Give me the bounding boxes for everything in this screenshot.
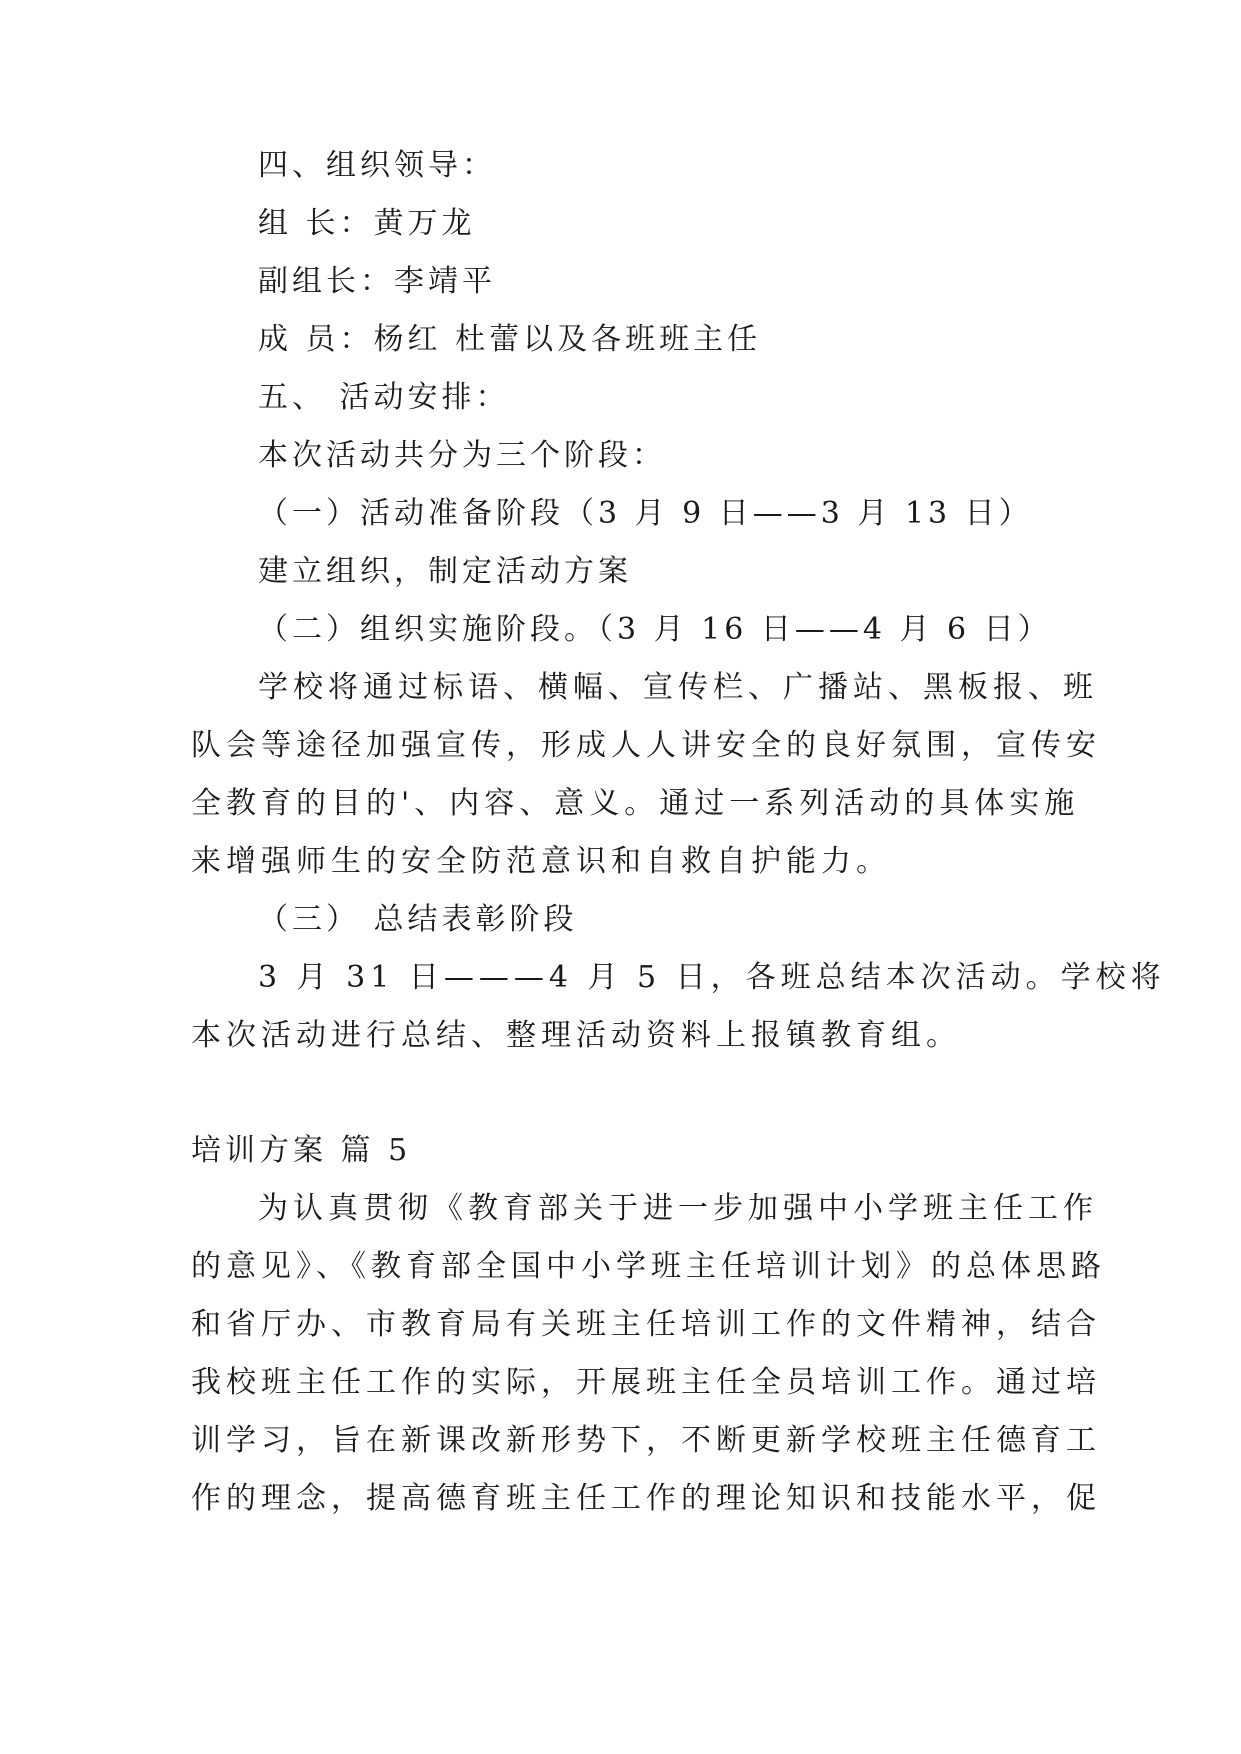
members-line: 成 员：杨红 杜蕾以及各班班主任 xyxy=(258,322,762,357)
paragraph-line: 训学习，旨在新课改新形势下，不断更新学校班主任德育工 xyxy=(191,1423,1101,1458)
paragraph-line: 3 月 31 日———4 月 5 日，各班总结本次活动。学校将 xyxy=(258,960,1166,995)
paragraph-line: 队会等途径加强宣传，形成人人讲安全的良好氛围，宣传安 xyxy=(191,728,1101,763)
team-leader-line: 组 长：黄万龙 xyxy=(258,206,476,241)
paragraph-line: 全教育的目的'、内容、意义。通过一系列活动的具体实施 xyxy=(191,786,1080,821)
stage-two-heading: （二）组织实施阶段。（3 月 16 日——4 月 6 日） xyxy=(258,612,1052,647)
stage-three-heading: （三） 总结表彰阶段 xyxy=(258,902,578,937)
section-heading-schedule: 五、 活动安排： xyxy=(258,380,510,415)
paragraph-line: 我校班主任工作的实际，开展班主任全员培训工作。通过培 xyxy=(191,1365,1101,1400)
paragraph-line: 的意见》、《教育部全国中小学班主任培训计划》的总体思路 xyxy=(191,1249,1106,1284)
stage-one-heading: （一）活动准备阶段（3 月 9 日——3 月 13 日） xyxy=(258,496,1033,531)
paragraph-line: 为认真贯彻《教育部关于进一步加强中小学班主任工作 xyxy=(258,1191,1098,1226)
section-title: 培训方案 篇 5 xyxy=(191,1133,412,1168)
paragraph-line: 本次活动共分为三个阶段： xyxy=(258,438,666,473)
paragraph-line: 建立组织，制定活动方案 xyxy=(258,554,632,589)
paragraph-line: 本次活动进行总结、整理活动资料上报镇教育组。 xyxy=(191,1018,961,1053)
paragraph-line: 作的理念，提高德育班主任工作的理论知识和技能水平，促 xyxy=(191,1481,1101,1516)
paragraph-line: 学校将通过标语、横幅、宣传栏、广播站、黑板报、班 xyxy=(258,670,1098,705)
paragraph-line: 来增强师生的安全防范意识和自救自护能力。 xyxy=(191,844,891,879)
section-heading-organization: 四、组织领导： xyxy=(258,148,496,183)
deputy-leader-line: 副组长：李靖平 xyxy=(258,264,496,299)
paragraph-line: 和省厅办、市教育局有关班主任培训工作的文件精神，结合 xyxy=(191,1307,1101,1342)
